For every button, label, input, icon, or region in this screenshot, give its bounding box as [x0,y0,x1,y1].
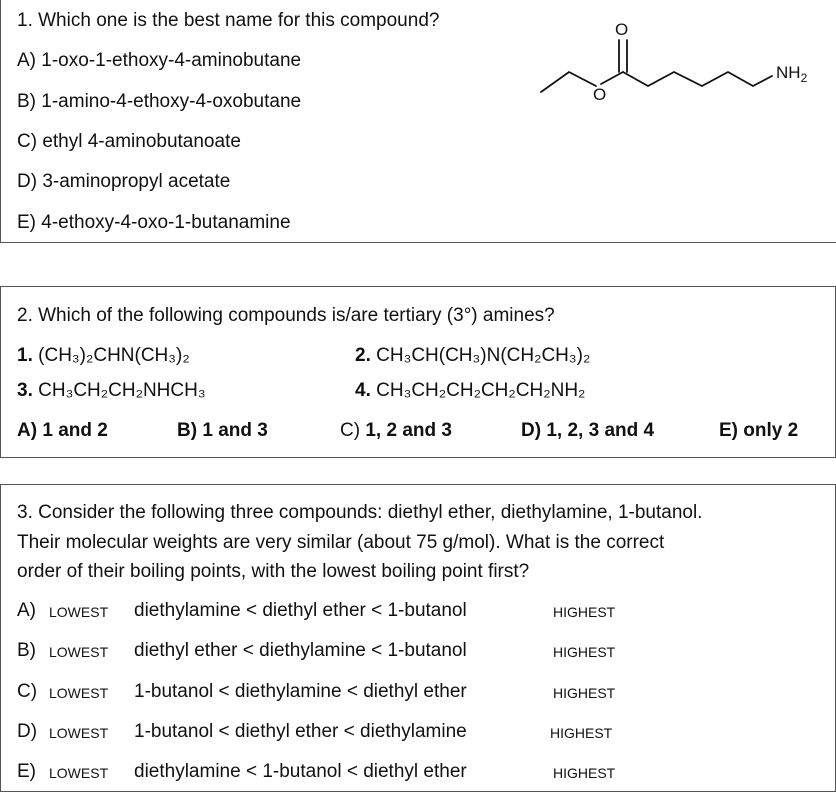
option-letter: B) [17,640,36,661]
option-text: diethyl ether < diethylamine < 1-butanol [134,640,467,661]
compound-4 [355,380,585,402]
skeletal-bonds [541,40,772,92]
carbonyl-oxygen-label: O [615,20,629,39]
question-3-box [0,484,836,792]
highest-label: HIGHEST [550,725,613,741]
ester-o-to-carbonyl-bond [601,72,623,84]
q1-option-e[interactable]: E) 4-ethoxy-4-oxo-1-butanamine [17,212,291,233]
q1-option-c[interactable]: C) ethyl 4-aminobutanoate [17,131,241,152]
question-1-text: 1. Which one is the best name for this compound? [17,10,440,31]
option-text: diethylamine < 1-butanol < diethyl ether [134,761,467,782]
q1-option-a[interactable]: A) 1-oxo-1-ethoxy-4-aminobutane [17,50,302,71]
option-text: 1-butanol < diethylamine < diethyl ether [134,681,467,702]
question-3-line-2: Their molecular weights are very similar (about 75 g/mol). What is the correct [17,532,665,553]
option-text: diethylamine < diethyl ether < 1-butanol [134,600,467,621]
lowest-label: LOWEST [49,604,109,620]
compound-formula: (CH₃)₂CHN(CH₃)₂ [38,345,190,366]
question-2-box [0,286,836,458]
option-letter: C) [17,681,38,702]
option-letter: D) [17,721,38,742]
compound-2 [355,345,590,367]
q2-option-a[interactable]: A) 1 and 2 [17,420,108,441]
highest-label: HIGHEST [553,685,616,701]
compound-number: 4. [355,380,371,401]
highest-label: HIGHEST [553,604,616,620]
lowest-label: LOWEST [49,644,109,660]
compound-number: 2. [355,345,371,366]
highest-label: HIGHEST [553,765,616,781]
q2-option-b[interactable]: B) 1 and 3 [177,420,268,441]
option-letter: E) [17,761,36,782]
compound-formula: CH₃CH₂CH₂CH₂CH₂NH₂ [376,380,586,401]
compound-formula: CH₃CH(CH₃)N(CH₂CH₃)₂ [376,345,591,366]
option-letter: A) [17,600,36,621]
highest-label: HIGHEST [553,644,616,660]
amine-label: $NH_2$ [776,63,808,85]
lowest-label: LOWEST [49,685,109,701]
question-1-box [0,0,836,243]
compound-1 [17,345,190,367]
chain-bonds [623,72,772,86]
compound-3 [17,380,206,402]
q1-option-b[interactable]: B) 1-amino-4-ethoxy-4-oxobutane [17,91,302,112]
q2-option-c[interactable]: C) 1, 2 and 3 [340,420,452,441]
q1-option-d[interactable]: D) 3-aminopropyl acetate [17,171,231,192]
q2-option-e[interactable]: E) only 2 [719,420,799,441]
compound-formula: CH₃CH₂CH₂NHCH₃ [38,380,206,401]
q2-option-d[interactable]: D) 1, 2, 3 and 4 [521,420,655,441]
question-3-line-3: order of their boiling points, with the lowest boiling point first? [17,561,530,582]
compound-number: 3. [17,380,33,401]
question-2-text: 2. Which of the following compounds is/are tertiary (3°) amines? [17,305,555,326]
compound-number: 1. [17,345,33,366]
ester-oxygen-label: O [593,85,607,104]
ethyl-bonds [541,72,596,92]
compound-structure [1,0,836,120]
option-text: 1-butanol < diethyl ether < diethylamine [134,721,467,742]
question-3-line-1: 3. Consider the following three compounds: diethyl ether, diethylamine, 1-butanol. [17,502,703,523]
lowest-label: LOWEST [49,725,109,741]
lowest-label: LOWEST [49,765,109,781]
